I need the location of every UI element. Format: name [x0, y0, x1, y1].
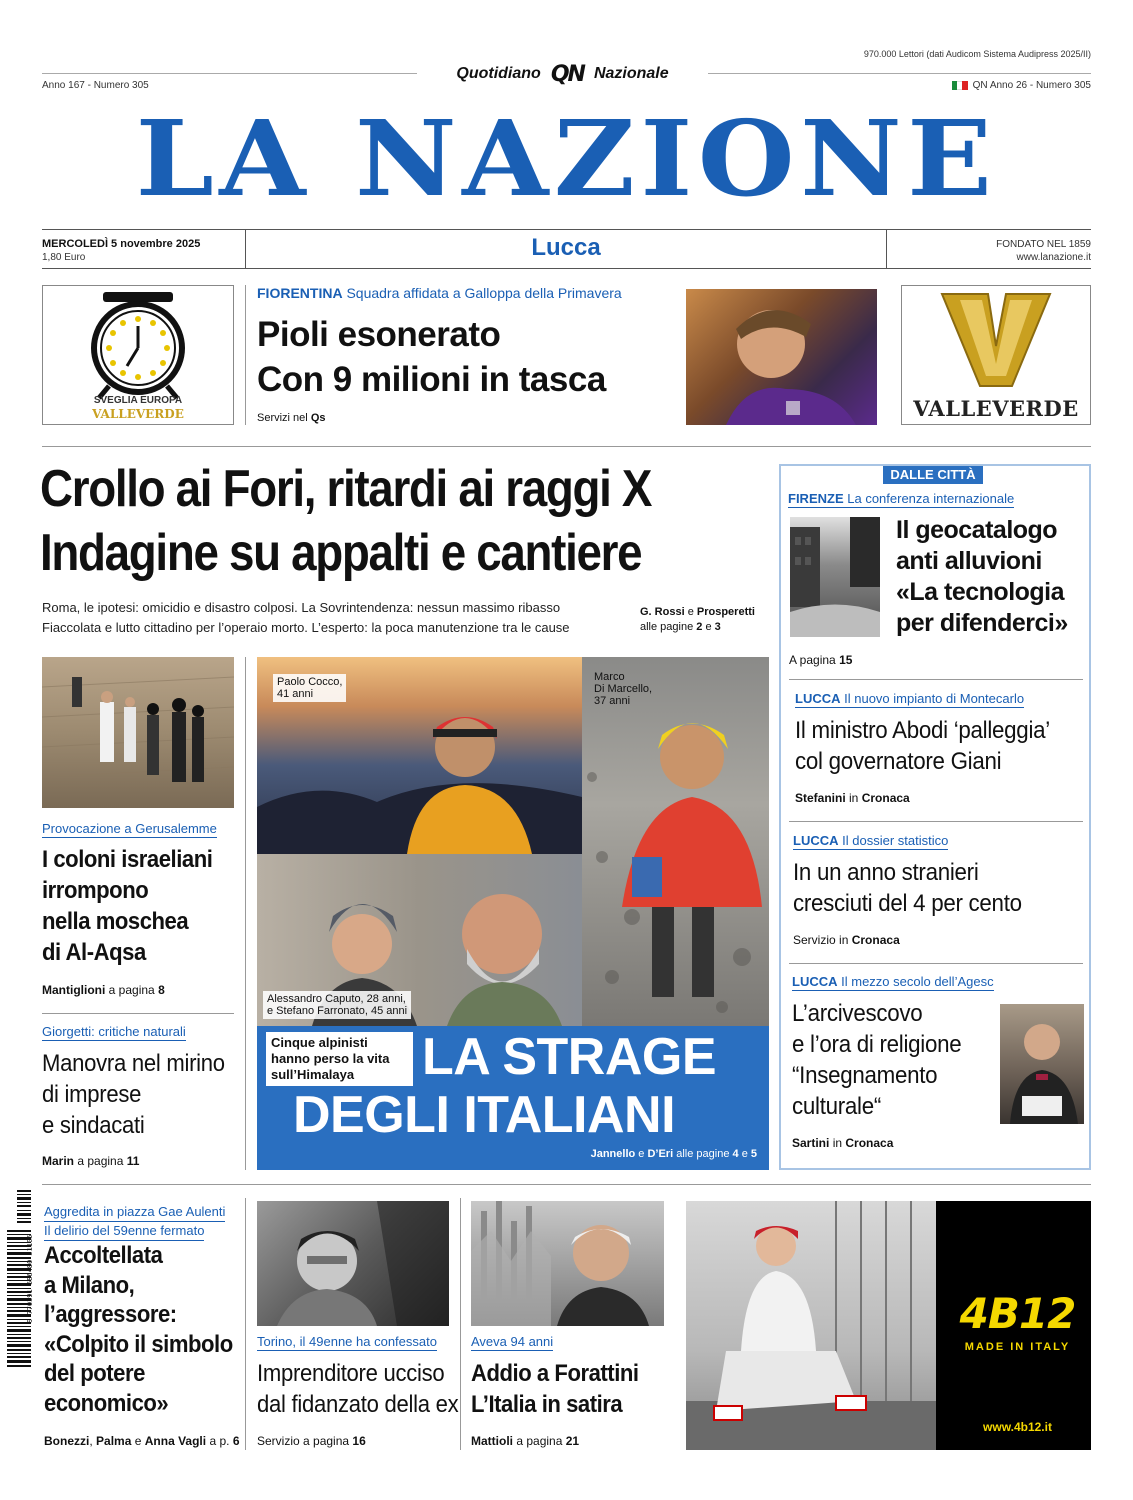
barcode-digits: 9 770391 686480 51105 [26, 1234, 34, 1324]
milano-byline: Bonezzi, Palma e Anna Vagli a p. 6 [44, 1434, 240, 1448]
agesc-byline [792, 1136, 893, 1150]
jerusalem-page-prefix: a pagina [108, 983, 155, 997]
bottom-row-top-rule [42, 1184, 1091, 1185]
stranieri-tag: LUCCA [793, 833, 839, 848]
dateline-bottom-rule [42, 268, 1091, 269]
di-marcello-portrait-icon [582, 657, 769, 1026]
website-link[interactable]: www.lanazione.it [1016, 252, 1091, 263]
manovra-page-prefix: a pagina [77, 1154, 124, 1168]
edition-name[interactable]: Lucca [531, 234, 601, 261]
firenze-headline-line: Il geocatalogo [896, 516, 1058, 544]
sidebar-rule-2 [789, 821, 1083, 822]
forattini-kicker-text: Aveva 94 anni [471, 1334, 554, 1349]
left-col-divider [245, 657, 246, 1170]
firenze-page: 15 [839, 653, 853, 667]
cocco-caption [273, 674, 346, 702]
milano-headline-line: a Milano, [44, 1271, 135, 1299]
masthead-rule-left [42, 73, 417, 74]
ad-valleverde-brand: VALLEVERDE [913, 396, 1079, 421]
manovra-kicker[interactable] [42, 1024, 186, 1041]
left-col-rule [42, 1013, 234, 1014]
milano-headline-line: l’aggressore: [44, 1301, 177, 1328]
manovra-headline-line: e sindacati [42, 1112, 145, 1139]
abodi-in: in [849, 791, 859, 805]
stranieri-in: in [839, 933, 849, 947]
jerusalem-kicker[interactable] [42, 821, 217, 838]
agesc-in: in [832, 1136, 843, 1150]
ad-sveglia-europa[interactable] [42, 285, 234, 425]
agesc-headline-line: culturale“ [792, 1093, 882, 1120]
jerusalem-page: 8 [158, 983, 165, 997]
jerusalem-kicker-text: Provocazione a Gerusalemme [42, 821, 217, 836]
milano-page: 6 [232, 1434, 240, 1448]
jerusalem-headline-line: irrompono [42, 877, 149, 904]
firenze-byline [789, 653, 852, 667]
manovra-page: 11 [126, 1154, 140, 1168]
torino-kicker[interactable] [257, 1334, 437, 1351]
manovra-headline[interactable] [42, 1048, 225, 1141]
sidebar-rule-1 [789, 679, 1083, 680]
abodi-section: Cronaca [861, 791, 910, 805]
strage-byline [591, 1148, 757, 1160]
strage-headline-1: LA STRAGE [422, 1028, 717, 1086]
strage-pages-prefix: alle pagine [676, 1148, 730, 1160]
arcivescovo-photo[interactable] [1000, 1004, 1084, 1124]
strage-author-and: e [638, 1148, 645, 1160]
dateline-divider-right [886, 229, 887, 269]
torino-portrait-icon [257, 1201, 449, 1326]
jerusalem-photo[interactable] [42, 657, 234, 808]
stranieri-kicker-text: Il dossier statistico [842, 833, 949, 848]
agesc-headline[interactable] [792, 998, 961, 1122]
agesc-kicker-text: Il mezzo secolo dell’Agesc [841, 974, 994, 989]
forattini-kicker[interactable] [471, 1334, 553, 1351]
strage-author-2: D’Eri [647, 1148, 674, 1160]
ad-valleverde[interactable] [901, 285, 1091, 425]
jerusalem-byline [42, 983, 165, 997]
torino-page: 16 [352, 1434, 366, 1448]
di-marcello-caption-line3: 37 anni [594, 695, 631, 707]
abodi-author: Stefanini [795, 791, 846, 805]
firenze-page-prefix: A pagina [789, 653, 836, 667]
forattini-headline-line: Addio a Forattini [471, 1360, 639, 1387]
strage-page-b: 5 [750, 1148, 757, 1160]
italian-flag-icon [952, 81, 968, 90]
abodi-byline [795, 791, 910, 805]
forattini-author: Mattioli [471, 1434, 513, 1448]
masthead-rule-right [708, 73, 1091, 74]
agesc-kicker[interactable] [792, 974, 994, 991]
ad-4b12-model-icon [686, 1201, 936, 1450]
dateline-top-rule [42, 229, 1091, 230]
abodi-kicker[interactable] [795, 691, 1024, 708]
firenze-tag: FIRENZE [788, 491, 844, 506]
ad-4b12-url[interactable]: www.4b12.it [983, 1420, 1052, 1434]
lead-subheadline-2: Fiaccolata e lutto cittadino per l’operaio morto. L’esperto: la poca manutenzione tra le cause [42, 620, 570, 635]
abodi-headline-line: Il ministro Abodi ‘palleggia’ [795, 717, 1050, 744]
manovra-author: Marin [42, 1154, 75, 1168]
torino-photo[interactable] [257, 1201, 449, 1326]
lead-subheadline-1: Roma, le ipotesi: omicidio e disastro colposi. La Sovrintendenza: nessun massimo ribasso [42, 600, 561, 615]
milano-page-prefix: a p. [209, 1434, 230, 1448]
torino-byline [257, 1434, 366, 1448]
lead-author-2: Prosperetti [696, 606, 755, 618]
firenze-kicker-text: La conferenza internazionale [847, 491, 1015, 506]
bottom-divider-1 [245, 1198, 246, 1450]
strage-box-line2: hanno perso la vita [271, 1051, 390, 1066]
issue-price: 1,80 Euro [42, 252, 86, 263]
ad-4b12-logo: 4B12 [959, 1289, 1076, 1338]
forattini-byline [471, 1434, 579, 1448]
di-marcello-photo[interactable] [582, 657, 769, 1026]
arcivescovo-portrait-icon [1000, 1004, 1084, 1124]
torino-page-prefix: a pagina [303, 1434, 350, 1448]
agesc-headline-line: e l’ora di religione [792, 1031, 962, 1058]
cocco-caption-line1: Paolo Cocco, [277, 676, 343, 688]
issue-number-right: QN Anno 26 - Numero 305 [972, 80, 1091, 91]
top-story-tag: FIORENTINA [257, 285, 343, 301]
stranieri-section: Cronaca [851, 933, 900, 947]
milano-headline[interactable] [44, 1241, 233, 1418]
top-story-headline-2[interactable]: Con 9 milioni in tasca [257, 360, 606, 399]
lead-pages-prefix: alle pagine [640, 621, 694, 633]
jerusalem-author: Mantiglioni [42, 983, 106, 997]
di-marcello-caption [590, 669, 656, 709]
readers-count: 970.000 Lettori (dati Audicom Sistema Audipress 2025/II) [863, 49, 1091, 59]
firenze-kicker[interactable] [788, 491, 1014, 508]
lead-page-b: 3 [714, 621, 721, 633]
torino-headline[interactable] [257, 1358, 458, 1420]
lead-author-1: G. Rossi [640, 606, 685, 618]
top-story-kicker-text: Squadra affidata a Galloppa della Primavera [346, 285, 622, 301]
strage-banner[interactable] [257, 1026, 769, 1170]
strage-headline-2: DEGLI ITALIANI [293, 1086, 676, 1144]
milano-kicker-line2: Il delirio del 59enne fermato [44, 1222, 204, 1241]
bottom-divider-2 [460, 1198, 461, 1450]
firenze-flood-scene-icon [790, 517, 880, 637]
top-row-bottom-rule [42, 446, 1091, 447]
top-story-kicker[interactable] [257, 285, 622, 301]
di-marcello-caption-line2: Di Marcello, [594, 683, 653, 695]
milano-headline-line: «Colpito il simbolo [44, 1330, 233, 1358]
manovra-headline-line: Manovra nel mirino [42, 1050, 225, 1077]
ad-4b12-tagline: MADE IN ITALY [964, 1341, 1071, 1353]
stranieri-headline-line: In un anno stranieri [793, 859, 979, 886]
forattini-portrait-icon [471, 1201, 664, 1326]
agesc-headline-line: “Insegnamento [792, 1062, 938, 1089]
abodi-tag: LUCCA [795, 691, 841, 706]
jerusalem-headline-line: I coloni israeliani [42, 846, 213, 873]
lead-page-a: 2 [696, 621, 703, 633]
agesc-headline-line: L’arcivescovo [792, 1000, 923, 1027]
jerusalem-scene-icon [42, 657, 234, 808]
forattini-headline[interactable] [471, 1358, 639, 1420]
agesc-author: Sartini [792, 1136, 830, 1150]
qn-left-label: Quotidiano [456, 65, 541, 82]
ad-4b12[interactable] [686, 1201, 1091, 1450]
milano-kicker-line1: Aggredita in piazza Gae Aulenti [44, 1203, 225, 1222]
strage-author-1: Jannello [590, 1148, 636, 1160]
ad-sveglia-line2: VALLEVERDE [92, 407, 184, 421]
cocco-caption-line2: 41 anni [277, 688, 314, 700]
milano-author-2: Palma [96, 1434, 132, 1448]
qn-logo: QN [550, 61, 584, 87]
di-marcello-caption-line1: Marco [594, 671, 625, 683]
qn-brand [420, 61, 705, 87]
strage-page-and: e [741, 1148, 748, 1160]
lead-page-and: e [705, 621, 712, 633]
firenze-photo[interactable] [790, 517, 880, 637]
torino-headline-line: dal fidanzato della ex [257, 1391, 459, 1418]
agesc-tag: LUCCA [792, 974, 838, 989]
lead-headline-1[interactable]: Crollo ai Fori, ritardi ai raggi X [40, 460, 652, 518]
stranieri-headline[interactable] [793, 857, 1022, 919]
lead-pages [640, 621, 721, 633]
top-story-services-prefix: Servizi nel [257, 412, 308, 424]
abodi-kicker-text: Il nuovo impianto di Montecarlo [844, 691, 1025, 706]
newspaper-title[interactable]: LA NAZIONE [135, 97, 998, 220]
torino-kicker-text: Torino, il 49enne ha confessato [257, 1334, 437, 1349]
abodi-headline-line: col governatore Giani [795, 748, 1002, 775]
ad-4b12-photo [686, 1201, 936, 1450]
firenze-headline-line: «La tecnologia [896, 578, 1065, 606]
manovra-kicker-text: Giorgetti: critiche naturali [42, 1024, 186, 1039]
stranieri-author: Servizio [793, 933, 836, 947]
milano-headline-line: Accoltellata [44, 1242, 163, 1269]
founded-label: FONDATO NEL 1859 [996, 239, 1091, 250]
abodi-headline[interactable] [795, 715, 1050, 777]
top-story-services [257, 412, 326, 424]
milano-kicker[interactable] [44, 1203, 225, 1241]
torino-author: Servizio [257, 1434, 300, 1448]
forattini-headline-line: L’Italia in satira [471, 1391, 623, 1418]
top-story-headline-1[interactable]: Pioli esonerato [257, 315, 501, 354]
forattini-page: 21 [565, 1434, 580, 1448]
milano-author-3: Anna Vagli [144, 1434, 207, 1448]
valleverde-v-logo-icon [902, 286, 1090, 396]
strage-box-line3: sull’Himalaya [271, 1067, 355, 1082]
milano-headline-line: del potere [44, 1360, 145, 1387]
forattini-photo[interactable] [471, 1201, 664, 1326]
milano-author-1: Bonezzi [44, 1434, 90, 1448]
qn-right-label: Nazionale [593, 65, 669, 82]
stranieri-byline [793, 933, 900, 947]
firenze-headline[interactable] [896, 515, 1068, 639]
firenze-headline-line: anti alluvioni [896, 547, 1042, 575]
caputo-caption-line2: e Stefano Farronato, 45 anni [267, 1005, 408, 1017]
torino-headline-line: Imprenditore ucciso [257, 1360, 445, 1387]
lead-authors [640, 606, 755, 618]
strage-box [266, 1032, 413, 1086]
milano-headline-line: economico» [44, 1389, 169, 1417]
jerusalem-headline[interactable] [42, 844, 212, 968]
stranieri-kicker[interactable] [793, 833, 948, 850]
ad-sveglia-line1: SVEGLIA EUROPA [93, 395, 183, 406]
pioli-portrait-icon [686, 289, 877, 425]
agesc-section: Cronaca [845, 1136, 894, 1150]
top-divider-1 [245, 285, 246, 425]
manovra-headline-line: di imprese [42, 1081, 142, 1108]
lead-author-and: e [687, 606, 694, 618]
caputo-farronato-caption [263, 991, 411, 1019]
stranieri-headline-line: cresciuti del 4 per cento [793, 890, 1022, 917]
manovra-byline [42, 1154, 139, 1168]
issue-number-left: Anno 167 - Numero 305 [42, 80, 149, 91]
issue-number-right-wrap [950, 80, 1091, 91]
strage-box-line1: Cinque alpinisti [271, 1035, 368, 1050]
dalle-citta-header: DALLE CITTÀ [883, 466, 983, 484]
jerusalem-headline-line: di Al-Aqsa [42, 939, 146, 966]
firenze-headline-line: per difenderci» [896, 609, 1068, 637]
top-story-services-bold: Qs [310, 412, 326, 424]
jerusalem-headline-line: nella moschea [42, 908, 189, 935]
issue-date: MERCOLEDÌ 5 novembre 2025 [42, 238, 201, 250]
milano-author-and: e [134, 1434, 142, 1448]
caputo-caption-line1: Alessandro Caputo, 28 anni, [267, 993, 406, 1005]
pioli-photo[interactable] [686, 289, 877, 425]
strage-page-a: 4 [732, 1148, 739, 1160]
forattini-page-prefix: a pagina [516, 1434, 563, 1448]
sidebar-rule-3 [789, 963, 1083, 964]
lead-headline-2[interactable]: Indagine su appalti e cantiere [40, 524, 642, 582]
